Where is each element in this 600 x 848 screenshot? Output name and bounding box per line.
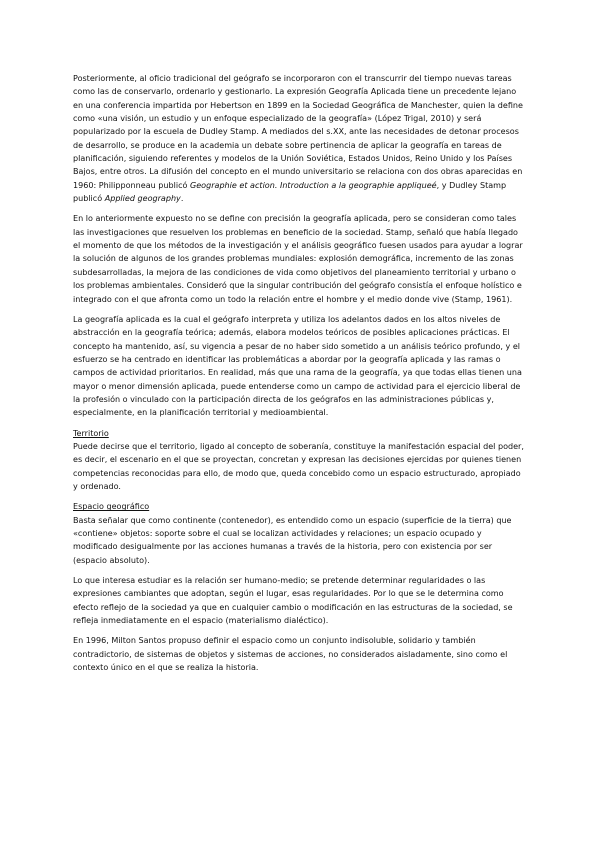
section-espacio-geografico <box>73 500 525 567</box>
paragraph-relacion-ser-humano-medio: Lo que interesa estudiar es la relación ser humano-medio; se pretende determinar regularidades o las expresiones cambiantes que adoptan, según el lugar, esas regularidades. Por lo que se le determina como efecto reflejo de la sociedad ya que en cualquier cambio o modificación en las estructuras de la sociedad, se refleja inmediatamente en el espacio (materialismo dialéctico). <box>73 576 513 626</box>
paragraph-milton-santos: En 1996, Milton Santos propuso definir el espacio como un conjunto indisoluble, solidario y también contradictorio, de sistemas de objetos y sistemas de acciones, no considerados aisladamente, sino como el contexto único en el que se realiza la historia. <box>73 636 508 673</box>
paragraph-territorio: Puede decirse que el territorio, ligado al concepto de soberanía, constituye la manifestación espacial del poder, es decir, el escenario en el que se proyectan, concretan y expresan las decisiones ejercidas por quienes tienen competencias reconocidas para ello, de modo que, queda concebido como un espacio estructurado, apropiado y ordenado. <box>73 441 524 491</box>
paragraph-definicion-stamp: En lo anteriormente expuesto no se define con precisión la geografía aplicada, pero se consideran como tales las investigaciones que resuelven los problemas en beneficio de la sociedad. Stamp, señaló que había llegado el momento de que los métodos de la investigación y el análisis geográfico fuesen usados para ayudar a lograr la solución de algunos de los grandes problemas mundiales: explosión demográfica, incremento de las zonas subdesarrolladas, la mejora de las condiciones de vida como objetivos del planeamiento territorial y urbano o los problemas ambientales. Consideró que la singular contribución del geógrafo consistía el enfoque holístico e integrado con el que afronta como un todo la relación entre el hombre y el medio donde vive (Stamp, 1961). <box>73 214 523 304</box>
paragraph-espacio-continente: Basta señalar que como continente (contenedor), es entendido como un espacio (superficie de la tierra) que «contiene» objetos: soporte sobre el cual se localizan actividades y relaciones; un espacio ocupado y modificado desigualmente por las acciones humanas a través de la historia, pero con existencia por ser (espacio absoluto). <box>73 515 512 565</box>
paragraph-text: . <box>180 194 184 204</box>
paragraph-text: Posteriormente, al oficio tradicional del geógrafo se incorporaron con el transcurrir del tiempo nuevas tareas como las de conservarlo, ordenarlo y gestionarlo. La expresión Geografía Aplicada tiene un precedente lejano en una conferencia impartida por Hebertson en 1899 en la Sociedad Geográfica de Manchester, quien la define como «una visión, un estudio y un enfoque especializado de la geografía» (López Trigal, 2010) y será popularizado por la escuela de Dudley Stamp. A mediados del s.XX, ante las necesidades de detonar procesos de desarrollo, se produce en la academia un debate sobre pertinencia de aplicar la geografía en tareas de planificación, siguiendo referentes y modelos de la Unión Soviética, Estados Unidos, Reino Unido y los Países Bajos, entre otros. La difusión del concepto en el mundo universitario se relaciona con dos obras aparecidas en 1960: Philipponneau publicó <box>73 74 523 190</box>
book-title-stamp: Applied geography <box>104 194 181 204</box>
book-title-philipponneau: Geographie et action. Introduction a la geographie appliqueé <box>189 180 437 190</box>
paragraph-text: , y Dudley Stamp publicó <box>73 180 507 204</box>
document-page <box>73 72 525 681</box>
section-heading-espacio-geografico: Espacio geográfico <box>73 502 150 512</box>
paragraph-geografia-aplicada-campo: La geografía aplicada es la cual el geógrafo interpreta y utiliza los adelantos dados en los altos niveles de abstracción en la geografía teórica; además, elabora modelos teóricos de posibles aplicaciones prácticas. El concepto ha mantenido, así, su vigencia a pesar de no haber sido sometido a un análisis teórico profundo, y el esfuerzo se ha centrado en identificar las problemáticas a abordar por la geografía aplicada y las ramas o campos de actividad prioritarios. En realidad, más que una rama de la geografía, ya que todas ellas tienen una mayor o menor dimensión aplicada, puede entenderse como un campo de actividad para el ejercicio liberal de la profesión o vinculado con la participación directa de los geógrafos en las administraciones públicas y, especialmente, en la planificación territorial y medioambiental. <box>73 314 522 418</box>
section-territorio <box>73 427 525 494</box>
paragraph-geografia-aplicada-origen <box>73 72 525 205</box>
section-heading-territorio: Territorio <box>73 428 109 438</box>
